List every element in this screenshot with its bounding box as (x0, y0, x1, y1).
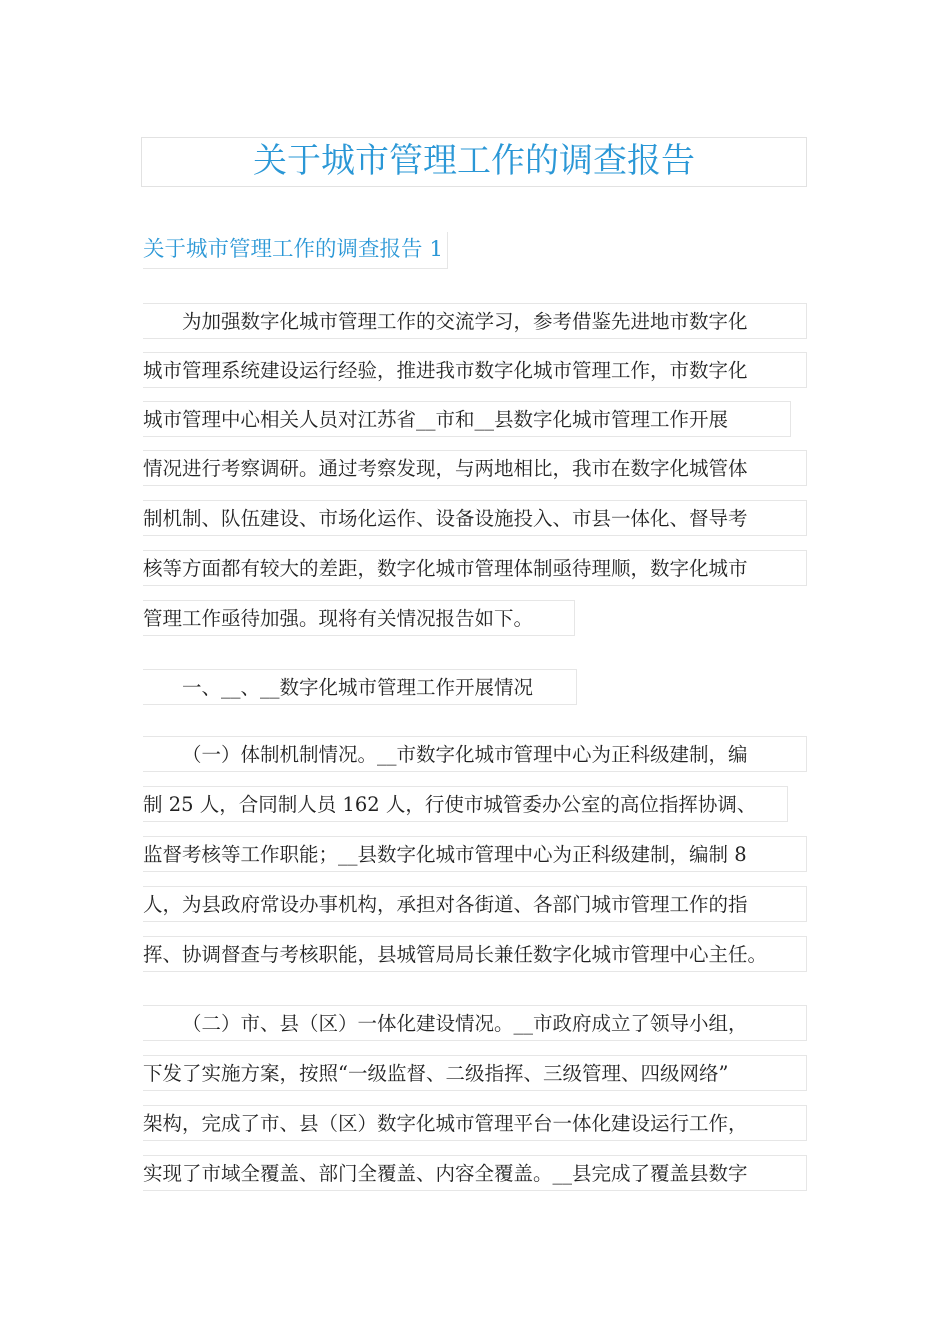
paragraph-line: 下发了实施方案，按照“一级监督、二级指挥、三级管理、四级网络” (143, 1055, 807, 1091)
paragraph-line: 挥、协调督查与考核职能，县城管局局长兼任数字化城市管理中心主任。 (143, 936, 807, 972)
paragraph-line: 制机制、队伍建设、市场化运作、设备设施投入、市县一体化、督导考 (143, 500, 807, 536)
paragraph-line: 核等方面都有较大的差距，数字化城市管理体制亟待理顺，数字化城市 (143, 550, 807, 586)
paragraph-line: 情况进行考察调研。通过考察发现，与两地相比，我市在数字化城管体 (143, 450, 807, 486)
paragraph-line: 实现了市域全覆盖、部门全覆盖、内容全覆盖。__县完成了覆盖县数字 (143, 1155, 807, 1191)
section-subheading: 一、__、__数字化城市管理工作开展情况 (143, 669, 577, 705)
section-heading: 关于城市管理工作的调查报告 1 (143, 232, 448, 269)
paragraph-line: 为加强数字化城市管理工作的交流学习，参考借鉴先进地市数字化 (143, 303, 807, 339)
paragraph-line: 监督考核等工作职能；__县数字化城市管理中心为正科级建制，编制 8 (143, 836, 807, 872)
paragraph-line: （二）市、县（区）一体化建设情况。__市政府成立了领导小组， (143, 1005, 807, 1041)
paragraph-line: 人，为县政府常设办事机构，承担对各街道、各部门城市管理工作的指 (143, 886, 807, 922)
paragraph-line: 城市管理中心相关人员对江苏省__市和__县数字化城市管理工作开展 (143, 401, 791, 437)
paragraph-line: 城市管理系统建设运行经验，推进我市数字化城市管理工作，市数字化 (143, 352, 807, 388)
paragraph-line: 制 25 人，合同制人员 162 人，行使市城管委办公室的高位指挥协调、 (143, 786, 788, 822)
paragraph-line: （一）体制机制情况。__市数字化城市管理中心为正科级建制，编 (143, 736, 807, 772)
paragraph-line: 管理工作亟待加强。现将有关情况报告如下。 (143, 600, 575, 636)
paragraph-line: 架构，完成了市、县（区）数字化城市管理平台一体化建设运行工作， (143, 1105, 807, 1141)
document-title: 关于城市管理工作的调查报告 (141, 137, 807, 187)
